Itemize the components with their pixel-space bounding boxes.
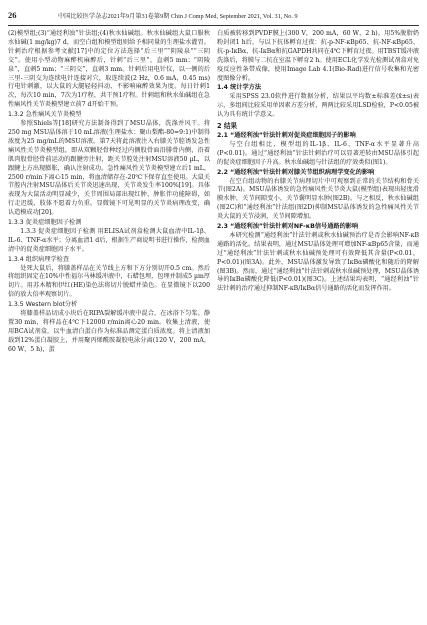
section-heading-2-1: 2.1 “通经利浊”针法针刺对促炎症细胞因子的影响 [217,131,356,139]
section-heading-1-4: 1.4 统计学方法 [217,84,262,92]
left-column [8,30,210,355]
section-heading-1-3-5: 1.3.5 Western blot分析 [8,301,78,309]
paragraph-histology: 处死大鼠后，将膝盖样品在关节线上方和下方分别切开0.5 cm。然后将组织固定在10%中性福尔马林缓冲液中，石蜡包埋，包埋并制成5 µm厚切片。用苏木精和伊红(HE)染色法将切片脱蜡并染色。在显微镜下以200倍的放大倍率观察切片。 [8,264,210,299]
paragraph-statistics: 采用SPSS 23.0软件进行数据分析，结果以平均数±标准差(x̄±s)表示，多组间比较采用单因素方差分析，两两比较采用LSD检验，P<0.05被认为具有统计学意义。 [217,93,419,119]
header-rule [8,25,419,26]
page-header [8,10,419,24]
section-heading-2-3: 2.3 “通经利浊”针法针刺对NF-κB信号通路的影响 [217,223,359,231]
journal-running-title: 中国比较医学杂志2021年9月第31卷第9期 Chin J Comp Med, September 2021, Vol. 31, No. 9 [58,13,298,20]
paragraph-western-blot: 将膝盖样品切成小块后在RIPA裂解缓冲液中混合，在冰浴下匀浆。静置30 min，将样品在4℃下12000 r/min离心20 min。收集上清液，使用BCA试剂盒，以牛血清白蛋白作为标准品测定蛋白质浓度。将上清液加载到12%蛋白凝胶上，并用聚丙烯酰胺凝胶电泳分离(120 V，200 mA，60 W，5 h)，蛋 [8,310,210,353]
paragraph-result-2-1: 与空白组相比，模型组的IL-1β、IL-6、TNF-α水平显著升高(P<0.01)。通过“通经利浊”针法针刺治疗可以显著逆转由MSU晶体引起的促炎症细胞因子升高。秋水仙碱组与针法组的疗效类似(图1)。 [217,140,419,166]
section-heading-2-2: 2.2 “通经利浊”针法针刺对膝关节组织病理学变化的影响 [217,168,375,176]
paragraph-western-blot-cont: 白质被转移到PVDF膜上(300 V，200 mA，60 W，2 h)。用5%脱脂奶粉封闭1 h后，与以下抗体孵育过夜：抗-p-NF-κBp65、抗-NF-κBp65、抗-p-IκBα、抗-IκBα和抗GAPDH共同在4℃下孵育过夜。用TBST缓冲液洗涤后，将膜与二抗在室温下孵育2 h。使用ECL化学发光检测试剂盒对免疫反应性条带成像，使用Image Lab 4.1(Bio-Rad)进行信号收集和光密度图像分析。 [217,30,419,82]
paragraph-model: 参照Shiels等[18]研究方法制备得到了MSU晶体，洗涤并风干。将250 mg MSU晶体溶于10 mL溶液(生理盐水：聚山梨酯-80=9:1)中制得浓度为25 mg/mL的MSU溶液。第7天将此溶液注入右膝关节腔诱发急性痛风性关节炎模型组，即从双颗胫骨种经过内侧股骨面沿腓骨内侧，沿着肌肉股骨胫骨前运动的跟腱旁注射，距关节腔处注射MSU溶液50 µL，以跟腱上方出现膨胀，确认注射成功。急性痛风性关节炎模型建立后1 mL，2500 r/min下离心15 min，将血清储存在-20℃下保存直至使用。大鼠关节腔内注射MSU晶体后关节炎迅速出现，关节炎发生率100%[19]。具体表现为大鼠活动明显减少，关节周围局部出现红肿、肿胀伴功能障碍，如行走迟缓、肢体不愿着力负重。显微镜下可见明显的关节炎病理改变，确认造模成功[20]。 [8,120,210,217]
section-heading-1-3-4: 1.3.4 组织病理学检查 [8,255,70,263]
right-column [217,30,419,294]
section-heading-1-3-2: 1.3.2 急性痛风关节炎模型 [8,111,82,119]
paragraph-result-2-2: 在空白组动物的右膝关节病理切片中可观察到正常的关节结构和骨关节(图2A)。MSU晶体诱发的急性痛风性关节炎大鼠(模型组)表现出轻度滑膜水肿，关节间隙变小，关节囊明显水肿(图2B)。与之相反，秋水仙碱组(图2C)和“通经利浊”针法组(图2D)抑制MSU晶体诱发的急性痛风性关节炎大鼠的关节浸润，关节间隙增加。 [217,177,419,221]
page-number: 26 [8,10,17,20]
section-heading-2: 2 结果 [217,122,238,131]
section-heading-1-3-3: 1.3.3 促炎症细胞因子检测 [8,219,82,227]
paragraph-cytokine: 1.3.3 促炎症细胞因子检测 用ELISA试剂盒检测大鼠血清中IL-1β、IL-6、TNF-α水平；分离血清1 d后，根据生产商说明书进行操作，检测血清中的促炎症细胞因子水平。 [8,227,210,253]
paragraph-result-2-3: 本研究检测“通经利浊”针法针刺或秋水仙碱预治疗是否会影响NF-κB通路的活化。结果表明，通过MSU晶体处理可增加NF-κBp65含量，而通过“通经利浊”针法针刺或秋水仙碱预处理可有效降低其含量(P<0.01，P<0.01)(图3A)。此外，MSU晶体激发导致了IκBα磷酸化和随后的降解(图3B)。然而，通过“通经利浊”针法针刺或秋水仙碱预处理，MSU晶体诱导的IκBα磷酸化降低(P<0.01)(图3C)。上述结果均表明，“通经利浊”针法针刺的治疗通过抑制NF-κB/IκBα信号通路的活化而发挥作用。 [217,231,419,293]
paragraph-grouping: (2)模型组;(3)“通经利浊”针法组;(4)秋水仙碱组。秋水仙碱组大鼠口服秋水仙碱(1 mg/kg)7 d，而空白组和模型组则给予相同量的生理盐水灌胃。针刺治疗根据参考文献[17]中的定位方法选择“后三里”“阴陵泉”“三阴交”。使用小型动物麻醉机麻醉后，针刺“后三里”，直刺5 mm；“阴陵泉”，直刺5 mm；“三阴交”，直刺3 mm。针刺后用电针仪，以一侧的后三里-三阴交为连续电针连接对穴，取连续波(2 Hz，0.6 mA，0.45 ms)行电针刺激，以大鼠的大腿轻轻抖动、不影响麻醉效果为度。每日针刺1次，每次10 min，7次为1疗程，共干预1疗程。针刺组和秋水仙碱组在急性痛风性关节炎模型建立前7 d开始干预。 [8,30,210,109]
